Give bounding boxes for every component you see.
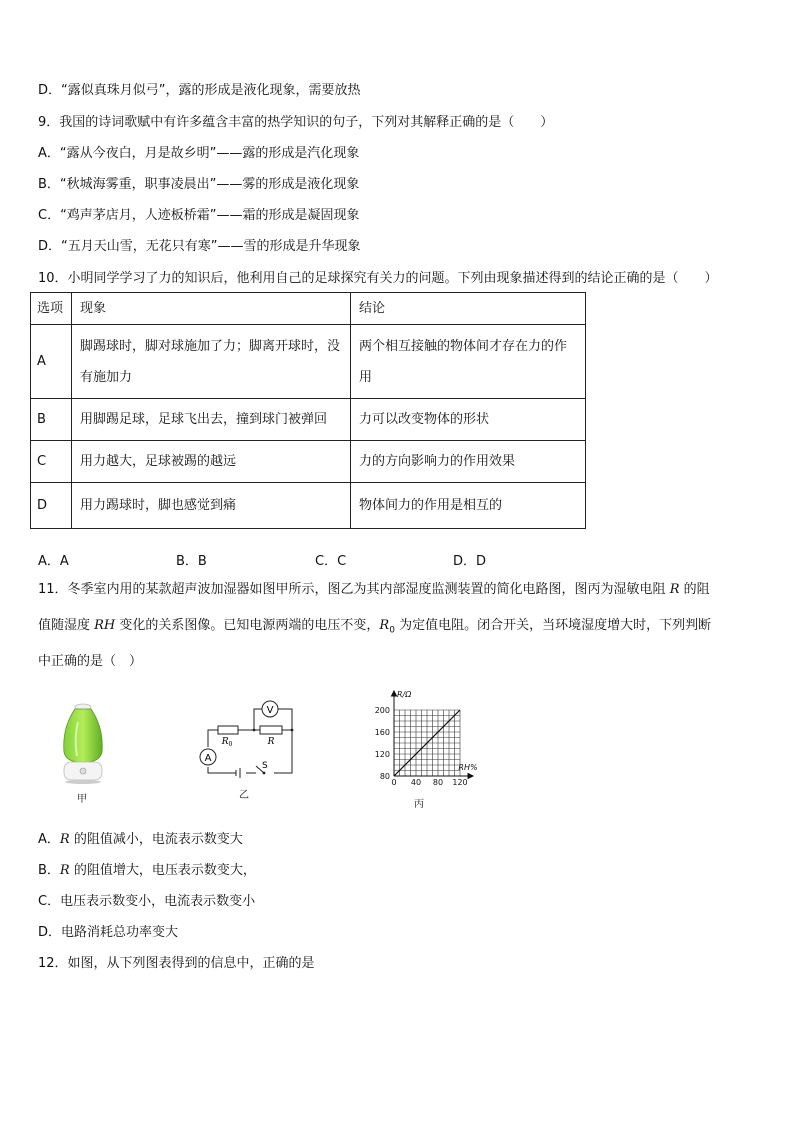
header-conclusion: 结论 [351,293,586,325]
q10-answer-b: B．B [176,554,207,569]
q11-stem-line2 [38,617,711,640]
q9-option-c: C．“鸡声茅店月，人迹板桥霜”——霜的形成是凝固现象 [38,208,360,223]
x-axis-arrow [468,774,473,779]
q11-var-rh: RH [94,618,116,633]
q11-option-c [38,893,255,911]
q10-stem: 10．小明同学学习了力的知识后，他利用自己的足球探究有关力的问题。下列由现象描述得到的结论正确的是（ ） [38,271,718,286]
q8-option-d: D．“露似真珠月似弓”，露的形成是液化现象，需要放热 [38,83,361,98]
row-conclusion: 两个相互接触的物体间才存在力的作用 [351,325,586,399]
table-row [31,441,586,483]
q10-answer-d: D．D [453,554,487,569]
option-var: R [59,832,70,847]
q11-var-r0-sub: 0 [389,625,395,636]
row-conclusion: 力可以改变物体的形状 [351,399,586,441]
y-tick-label: 160 [374,728,390,737]
row-conclusion: 物体间力的作用是相互的 [351,483,586,529]
option-var: R [59,863,70,878]
option-text: 电路消耗总功率变大 [61,925,179,940]
row-phenomenon: 用力越大，足球被踢的越远 [72,441,351,483]
q11-stem-line3: 中正确的是（ ） [38,654,143,669]
resistance-humidity-graph [364,688,500,796]
x-axis-label: RH% [458,763,478,772]
table-header-row [31,293,586,325]
table-row [31,483,586,529]
y-tick-label: 120 [374,750,390,759]
q11-stem-text: 11．冬季室内用的某款超声波加湿器如图甲所示，图乙为其内部湿度监测装置的简化电路图，图丙为湿敏电阻 [38,582,670,597]
table-row [31,399,586,441]
row-phenomenon: 用力踢球时，脚也感觉到痛 [72,483,351,529]
y-axis-label: R/Ω [397,690,412,699]
option-text: 的阻值增大，电压表示数变大， [69,863,256,878]
q10-answer-options [38,550,638,568]
switch-label: S [262,761,268,771]
option-text: 电压表示数变小，电流表示数变小 [60,894,256,909]
option-text: 的阻值减小，电流表示数变大 [69,832,243,847]
q9-option-b: B．“秋城海雾重，职事凌晨出”——雾的形成是液化现象 [38,177,360,192]
table-row [31,325,586,399]
q9-option-a: A．“露从今夜白，月是故乡明”——露的形成是汽化现象 [38,146,360,161]
humidifier-image [52,700,114,788]
ammeter-symbol: A [204,753,212,764]
header-option: 选项 [31,293,72,325]
y-tick-label: 80 [379,772,390,781]
x-tick-label: 0 [391,778,397,787]
x-tick-label: 80 [432,778,444,787]
x-tick-label: 40 [410,778,422,787]
circuit-diagram [196,697,300,779]
option-prefix: A． [38,832,60,847]
q11-var-r: R [669,582,680,597]
q10-table [30,292,586,529]
q11-stem-text: 变化的关系图像。已知电源两端的电压不变， [115,618,380,633]
q9-stem: 9．我国的诗词歌赋中有许多蕴含丰富的热学知识的句子，下列对其解释正确的是（ ） [38,115,554,130]
q11-stem-text: 为定值电阻。闭合开关，当环境湿度增大时，下列判断 [394,618,712,633]
q11-option-b [38,862,256,880]
q11-option-a [38,831,243,849]
row-option: C [31,441,72,483]
q11-var-r0: R [379,618,390,633]
header-phenomenon: 现象 [72,293,351,325]
r0-label: $R_0$ [221,737,233,748]
row-phenomenon: 脚踢球时，脚对球施加了力；脚离开球时，没有施加力 [72,325,351,399]
row-conclusion: 力的方向影响力的作用效果 [351,441,586,483]
option-prefix: B． [38,863,60,878]
figure-label-jia: 甲 [77,794,87,805]
x-tick-label: 120 [452,778,468,787]
q9-option-d: D．“五月天山雪，无花只有寒”——雪的形成是升华现象 [38,239,361,254]
row-option: D [31,483,72,529]
y-tick-label: 200 [374,706,390,715]
row-option: A [31,325,72,399]
row-phenomenon: 用脚踢足球，足球飞出去，撞到球门被弹回 [72,399,351,441]
q11-option-d [38,924,178,942]
row-option: B [31,399,72,441]
q11-stem-text: 值随湿度 [38,618,95,633]
figure-label-bing: 丙 [414,799,424,810]
figure-label-yi: 乙 [239,790,249,801]
option-prefix: D． [38,925,62,940]
q11-stem-line1 [38,581,710,599]
q11-stem-text: 的阻 [679,582,710,597]
q12-stem: 12．如图，从下列图表得到的信息中，正确的是 [38,956,315,971]
r-label: R [267,737,275,747]
q10-answer-c: C．C [315,554,347,569]
q10-answer-a: A．A [38,554,69,569]
y-axis-arrow [392,691,397,696]
voltmeter-symbol: V [266,705,274,716]
option-prefix: C． [38,894,61,909]
